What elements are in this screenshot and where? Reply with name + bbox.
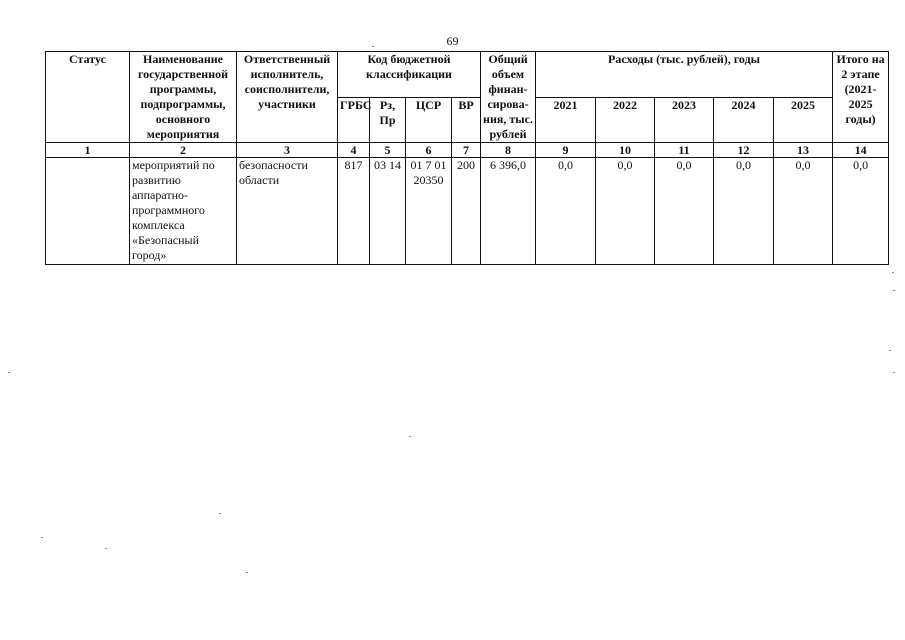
header-csr: ЦСР xyxy=(406,97,452,143)
rzpr-cell: 03 14 xyxy=(370,158,406,265)
column-number: 6 xyxy=(406,143,452,158)
column-number: 3 xyxy=(237,143,338,158)
column-number: 13 xyxy=(774,143,833,158)
header-year-2023: 2023 xyxy=(655,97,714,143)
program-name-cell: мероприятий по развитию аппаратно-программного комплекса «Безопасный город» xyxy=(130,158,237,265)
column-number-row xyxy=(46,143,889,158)
column-number: 10 xyxy=(596,143,655,158)
column-number: 9 xyxy=(536,143,596,158)
header-program-name: Наименование государственной программы, подпрограммы, основного мероприятия xyxy=(130,52,237,143)
column-number: 4 xyxy=(338,143,370,158)
header-year-2025: 2025 xyxy=(774,97,833,143)
header-vr: ВР xyxy=(452,97,481,143)
column-number: 8 xyxy=(481,143,536,158)
total-volume-cell: 6 396,0 xyxy=(481,158,536,265)
year-2022-cell: 0,0 xyxy=(596,158,655,265)
header-stage-total: Итого на 2 этапе (2021-2025 годы) xyxy=(833,52,889,143)
header-year-2021: 2021 xyxy=(536,97,596,143)
column-number: 11 xyxy=(655,143,714,158)
header-year-2024: 2024 xyxy=(714,97,774,143)
table-row xyxy=(46,158,889,265)
year-2024-cell: 0,0 xyxy=(714,158,774,265)
column-number: 7 xyxy=(452,143,481,158)
status-cell xyxy=(46,158,130,265)
header-executor: Ответственный исполнитель, соисполнители, участники xyxy=(237,52,338,143)
column-number: 2 xyxy=(130,143,237,158)
page-number: 69 xyxy=(446,34,459,48)
budget-program-table xyxy=(45,51,889,265)
header-rzpr: Рз, Пр xyxy=(370,97,406,143)
column-number: 1 xyxy=(46,143,130,158)
header-expenses: Расходы (тыс. рублей), годы xyxy=(536,52,833,98)
year-2025-cell: 0,0 xyxy=(774,158,833,265)
header-budget-code: Код бюджетной классификации xyxy=(338,52,481,98)
executor-cell: безопасности области xyxy=(237,158,338,265)
column-number: 14 xyxy=(833,143,889,158)
column-number: 12 xyxy=(714,143,774,158)
header-total-volume: Общий объем финан-сирова-ния, тыс. рублей xyxy=(481,52,536,143)
header-row-top xyxy=(46,52,889,98)
year-2023-cell: 0,0 xyxy=(655,158,714,265)
column-number: 5 xyxy=(370,143,406,158)
year-2021-cell: 0,0 xyxy=(536,158,596,265)
header-year-2022: 2022 xyxy=(596,97,655,143)
stage-total-cell: 0,0 xyxy=(833,158,889,265)
header-status: Статус xyxy=(46,52,130,143)
csr-cell: 01 7 01 20350 xyxy=(406,158,452,265)
grbs-cell: 817 xyxy=(338,158,370,265)
header-grbs: ГРБС xyxy=(338,97,370,143)
vr-cell: 200 xyxy=(452,158,481,265)
